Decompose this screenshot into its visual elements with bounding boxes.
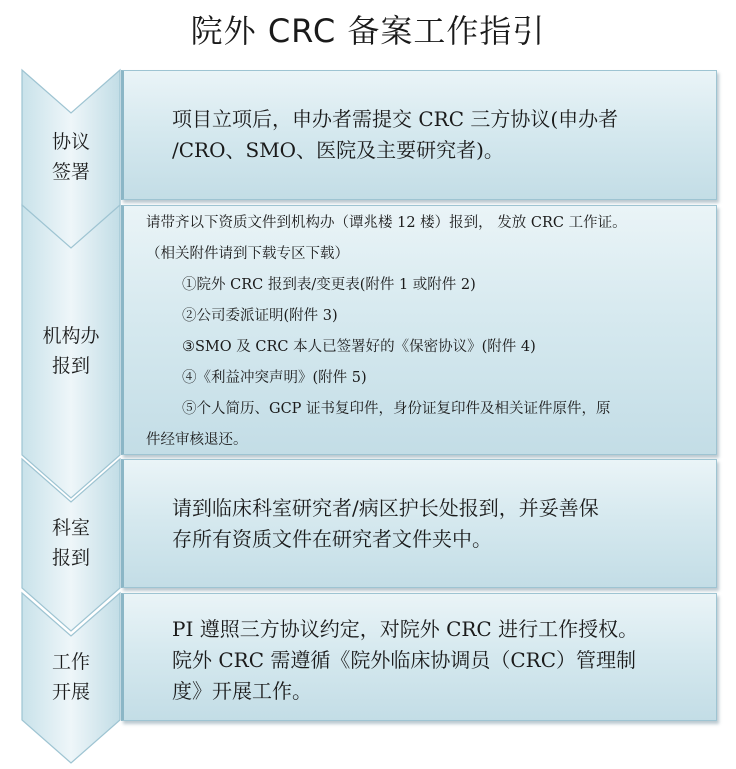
page-title: 院外 CRC 备案工作指引 — [190, 12, 546, 50]
step-label-office-report — [16, 321, 126, 381]
step-label-line1: 协议 — [51, 131, 90, 153]
step-label-work-start — [16, 647, 126, 707]
text-line: PI 遵照三方协议约定，对院外 CRC 进行工作授权。 — [172, 617, 639, 641]
document-item: ⑤个人简历、GCP 证书复印件，身份证复印件及相关证件原件，原 — [182, 401, 611, 417]
step-panel-agreement — [121, 70, 717, 200]
document-item: ②公司委派证明(附件 3) — [182, 308, 338, 324]
step-label-line2: 报到 — [51, 547, 90, 569]
step-label-line1: 工作 — [51, 651, 90, 673]
step-label-line1: 科室 — [51, 517, 90, 539]
text-line: 项目立项后，申办者需提交 CRC 三方协议(申办者 — [172, 107, 619, 131]
step-label-agreement — [16, 127, 126, 187]
intro-line: 请带齐以下资质文件到机构办（谭兆楼 12 楼）报到， 发放 CRC 工作证。 — [146, 215, 627, 231]
step-label-department-report — [16, 513, 126, 573]
document-item: ①院外 CRC 报到表/变更表(附件 1 或附件 2) — [182, 277, 476, 293]
step-label-line2: 报到 — [51, 355, 90, 377]
step-label-line1: 机构办 — [42, 325, 100, 347]
text-line: /CRO、SMO、医院及主要研究者)。 — [172, 138, 504, 162]
intro-note: （相关附件请到下载专区下载） — [146, 246, 349, 262]
text-line: 度》开展工作。 — [172, 679, 312, 703]
step-label-line2: 开展 — [51, 681, 90, 703]
step-panel-work-start — [121, 593, 717, 721]
text-line: 存所有资质文件在研究者文件夹中。 — [172, 527, 492, 551]
document-item-tail: 件经审核退还。 — [146, 432, 248, 448]
document-item: ④《利益冲突声明》(附件 5) — [182, 370, 367, 386]
step-panel-department-report — [121, 459, 717, 588]
step-label-line2: 签署 — [51, 161, 90, 183]
step-text — [172, 614, 702, 707]
text-line: 院外 CRC 需遵循《院外临床协调员（CRC）管理制 — [172, 648, 637, 672]
document-item: ③SMO 及 CRC 本人已签署好的《保密协议》(附件 4) — [182, 339, 536, 355]
step-text — [146, 208, 716, 456]
text-line: 请到临床科室研究者/病区护长处报到，并妥善保 — [172, 496, 599, 520]
step-text — [172, 104, 692, 166]
step-text — [172, 493, 692, 555]
step-panel-office-report — [121, 205, 717, 455]
